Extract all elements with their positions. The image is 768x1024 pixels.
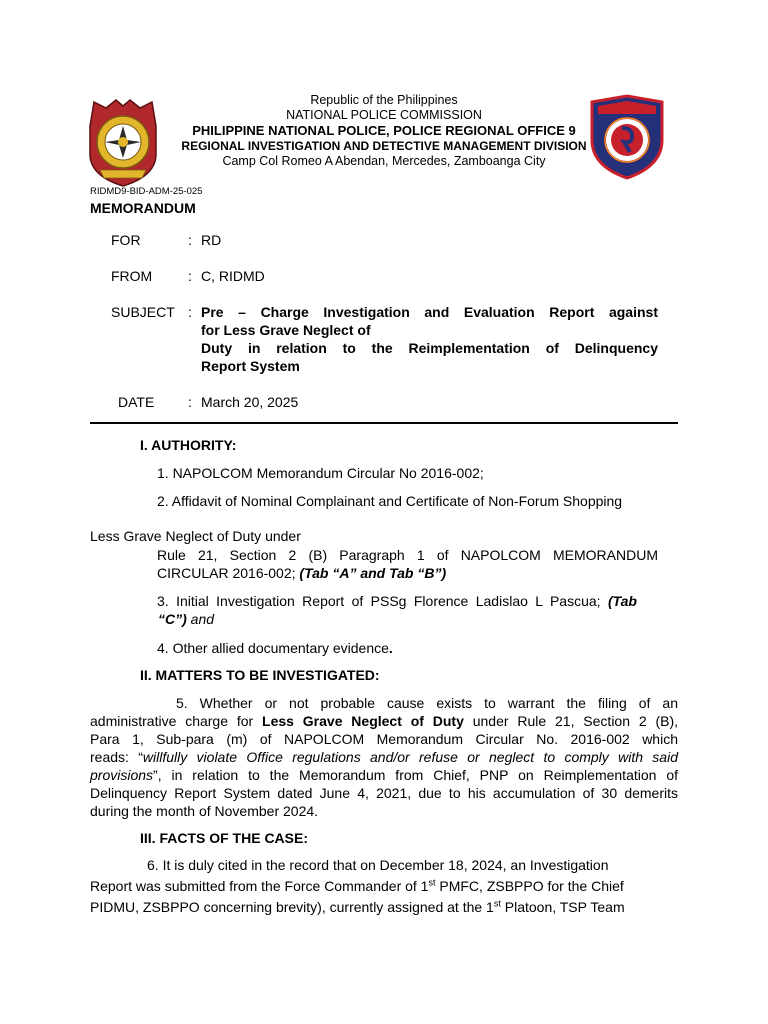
memo-title: MEMORANDUM — [90, 200, 196, 216]
quoted-provision-b: provisions — [90, 767, 154, 783]
matters-line-5 — [90, 766, 678, 784]
matters-line-5-b: ”, in relation to the Memorandum from Chief, PNP on Reimplementation of — [153, 767, 678, 783]
matters-line-2-a: administrative charge for — [90, 713, 263, 729]
date-value: March 20, 2025 — [201, 394, 299, 410]
facts-line-2-b: PMFC, ZSBPPO for the Chief — [435, 878, 624, 894]
authority-item-2-circular — [157, 564, 446, 582]
facts-line-3-a: PIDMU, ZSBPPO concerning brevity), currently assigned at the 1 — [90, 899, 494, 915]
authority-heading: I. AUTHORITY: — [140, 437, 237, 453]
header-ridmd: REGIONAL INVESTIGATION AND DETECTIVE MANAGEMENT DIVISION — [181, 139, 587, 153]
date-colon: : — [188, 394, 192, 410]
tab-c-reference-a: (Tab — [607, 593, 637, 609]
facts-heading: III. FACTS OF THE CASE: — [140, 830, 309, 846]
authority-item-1: 1. NAPOLCOM Memorandum Circular No 2016-002; — [157, 465, 484, 481]
authority-item-2: 2. Affidavit of Nominal Complainant and Certificate of Non-Forum Shopping — [157, 493, 623, 509]
header-address: Camp Col Romeo A Abendan, Mercedes, Zamboanga City — [222, 154, 546, 168]
subject-line-1: Pre – Charge Investigation and Evaluation Report against — [201, 304, 658, 320]
facts-line-2-a: Report was submitted from the Force Commander of 1 — [90, 878, 429, 894]
facts-line-2-sup: st — [428, 877, 436, 888]
authority-item-3-continued — [158, 610, 214, 628]
matters-line-2 — [90, 712, 678, 730]
for-value: RD — [201, 232, 222, 248]
facts-line-3-b: Platoon, TSP Team — [500, 899, 625, 915]
matters-line-2-c: under Rule 21, Section 2 (B), — [463, 713, 679, 729]
authority-item-2-rule: Rule 21, Section 2 (B) Paragraph 1 of NAPOLCOM MEMORANDUM — [157, 547, 658, 563]
date-label: DATE — [118, 394, 155, 410]
header-pnp-pro9: PHILIPPINE NATIONAL POLICE, POLICE REGIONAL OFFICE 9 — [192, 123, 576, 138]
header-napolcom: NATIONAL POLICE COMMISSION — [286, 108, 482, 122]
subject-line-4: Report System — [201, 358, 300, 374]
tab-c-reference-b: “C”) — [158, 611, 187, 627]
matters-line-3: Para 1, Sub-para (m) of NAPOLCOM Memorandum Circular No. 2016-002 which — [90, 731, 678, 747]
matters-line-4-a: reads: “ — [90, 749, 143, 765]
authority-item-4 — [157, 639, 393, 657]
matters-line-1: 5. Whether or not probable cause exists to warrant the filing of an — [176, 695, 678, 711]
for-label: FOR — [111, 232, 141, 248]
and-text: and — [186, 611, 215, 627]
from-value: C, RIDMD — [201, 268, 265, 284]
header-republic: Republic of the Philippines — [310, 93, 458, 107]
facts-line-3-sup: st — [493, 898, 501, 909]
facts-line-2 — [90, 876, 678, 898]
authority-item-3-text: 3. Initial Investigation Report of PSSg Florence Ladislao L Pascua; — [157, 593, 608, 609]
header-divider — [90, 422, 678, 424]
tab-a-b-reference: (Tab “A” and Tab “B”) — [299, 565, 447, 581]
matters-heading: II. MATTERS TO BE INVESTIGATED: — [140, 667, 380, 683]
less-grave-neglect-text: Less Grave Neglect of Duty — [262, 713, 464, 729]
for-colon: : — [188, 232, 192, 248]
authority-item-3 — [157, 592, 637, 610]
from-label: FROM — [111, 268, 153, 284]
subject-line-3: Duty in relation to the Reimplementation of Delinquency — [201, 340, 658, 356]
subject-line-2: for Less Grave Neglect of — [201, 322, 371, 338]
facts-line-3 — [90, 897, 678, 919]
quoted-provision-a: willfully violate Office regulations and/or refuse or neglect to comply with said — [142, 749, 678, 765]
authority-item-4-period: . — [388, 640, 393, 656]
matters-line-4 — [90, 748, 678, 766]
authority-item-2-circular-text: CIRCULAR 2016-002; — [157, 565, 300, 581]
authority-item-4-text: 4. Other allied documentary evidence — [157, 640, 389, 656]
matters-line-6: Delinquency Report System dated June 4, 2021, due to his accumulation of 30 demerits — [90, 785, 678, 801]
subject-colon: : — [188, 304, 192, 320]
from-colon: : — [188, 268, 192, 284]
memo-reference-number: RIDMD9-BID-ADM-25-025 — [90, 186, 203, 197]
facts-line-1: 6. It is duly cited in the record that on December 18, 2024, an Investigation — [147, 857, 609, 873]
matters-line-7: during the month of November 2024. — [90, 803, 319, 819]
subject-label: SUBJECT — [111, 304, 175, 320]
authority-item-2-continued: Less Grave Neglect of Duty under — [90, 528, 301, 544]
